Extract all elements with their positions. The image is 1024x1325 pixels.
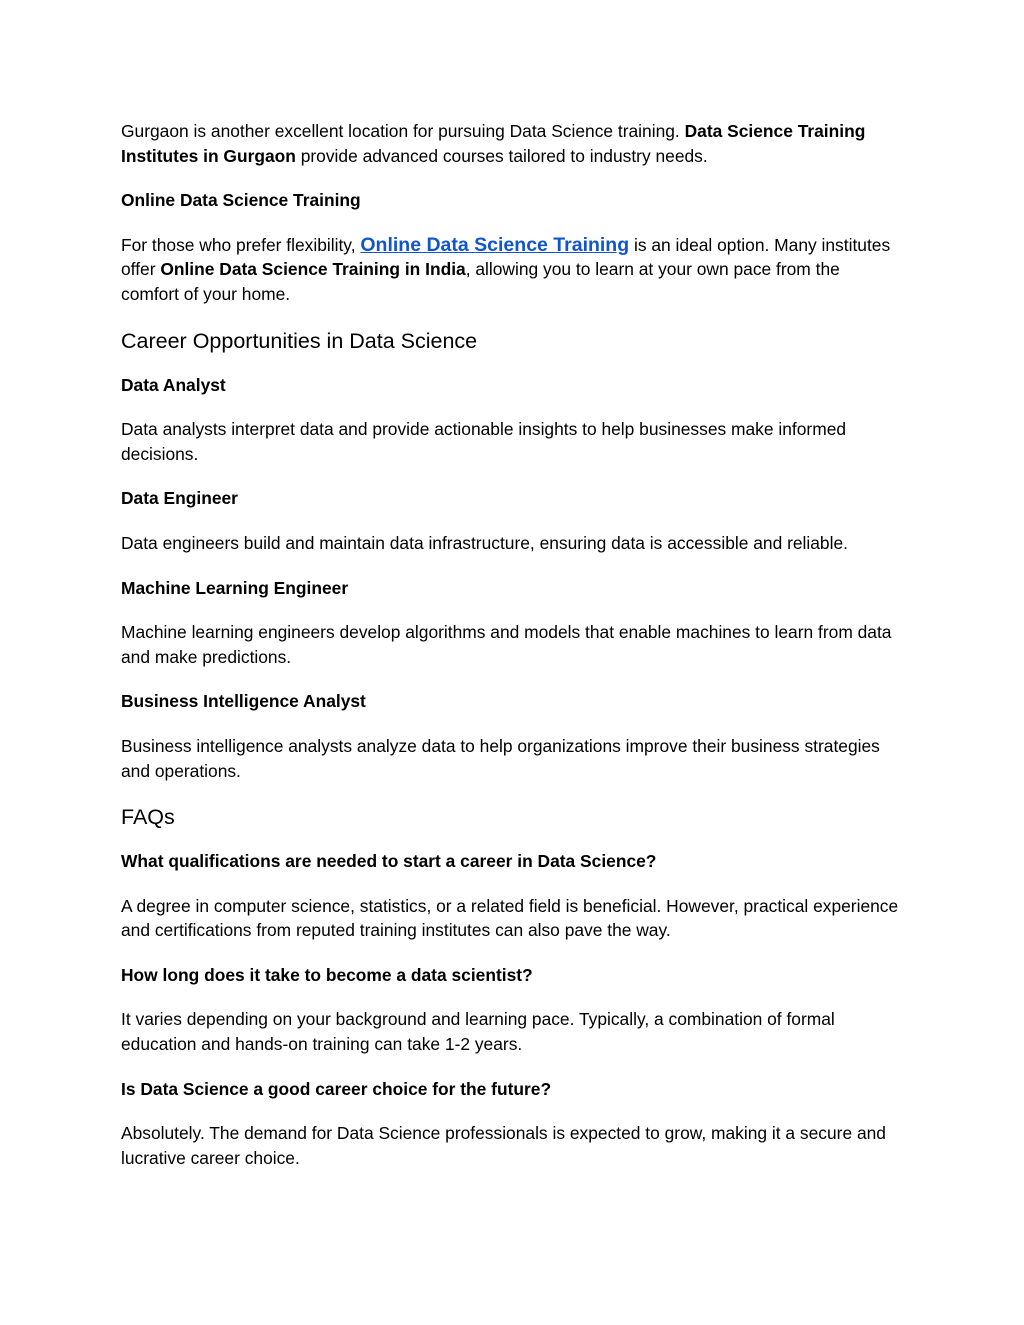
online-text-end: , allowing you to learn at your own pace from the comfort of your home. [121, 259, 840, 304]
online-text: For those who prefer flexibility, [121, 234, 361, 255]
career-description: Machine learning engineers develop algorithms and models that enable machines to learn from data and make predictions. [121, 622, 892, 667]
faq-answer: It varies depending on your background and learning pace. Typically, a combination of formal education and hands-on training can take 1-2 years. [121, 1009, 835, 1055]
intro-text: Gurgaon is another excellent location for pursuing Data Science training. [121, 121, 685, 141]
faq-question: What qualifications are needed to start a career in Data Science? [121, 851, 657, 872]
career-description: Business intelligence analysts analyze data to help organizations improve their business strategies and operations. [121, 735, 880, 781]
career-description: Data analysts interpret data and provide actionable insights to help businesses make informed decisions. [121, 419, 847, 464]
document-page [121, 119, 901, 1190]
online-training-paragraph [121, 233, 901, 307]
career-description: Data engineers build and maintain data infrastructure, ensuring data is accessible and reliable. [121, 532, 848, 553]
faq-question: How long does it take to become a data scientist? [121, 964, 533, 985]
intro-paragraph [121, 119, 901, 168]
career-title: Business Intelligence Analyst [121, 691, 366, 712]
online-training-link[interactable]: Online Data Science Training [360, 233, 630, 256]
faq-question: Is Data Science a good career choice for the future? [121, 1078, 552, 1099]
faq-answer: A degree in computer science, statistics, or a related field is beneficial. However, practical experience and certifications from reputed training institutes can also pave the way. [121, 895, 899, 941]
intro-bold-phrase: Data Science Training Institutes in Gurgaon [121, 121, 866, 166]
career-title: Data Engineer [121, 488, 238, 509]
intro-text-end: provide advanced courses tailored to industry needs. [295, 145, 708, 166]
online-text-middle: is an ideal option. Many institutes offer [121, 234, 891, 280]
faqs-heading: FAQs [121, 805, 175, 830]
career-title: Data Analyst [121, 374, 226, 395]
career-title: Machine Learning Engineer [121, 577, 349, 598]
faq-answer: Absolutely. The demand for Data Science professionals is expected to grow, making it a secure and lucrative career choice. [121, 1123, 886, 1168]
careers-heading: Career Opportunities in Data Science [121, 328, 478, 353]
online-training-heading: Online Data Science Training [121, 190, 361, 211]
online-bold-phrase: Online Data Science Training in India [160, 259, 466, 280]
